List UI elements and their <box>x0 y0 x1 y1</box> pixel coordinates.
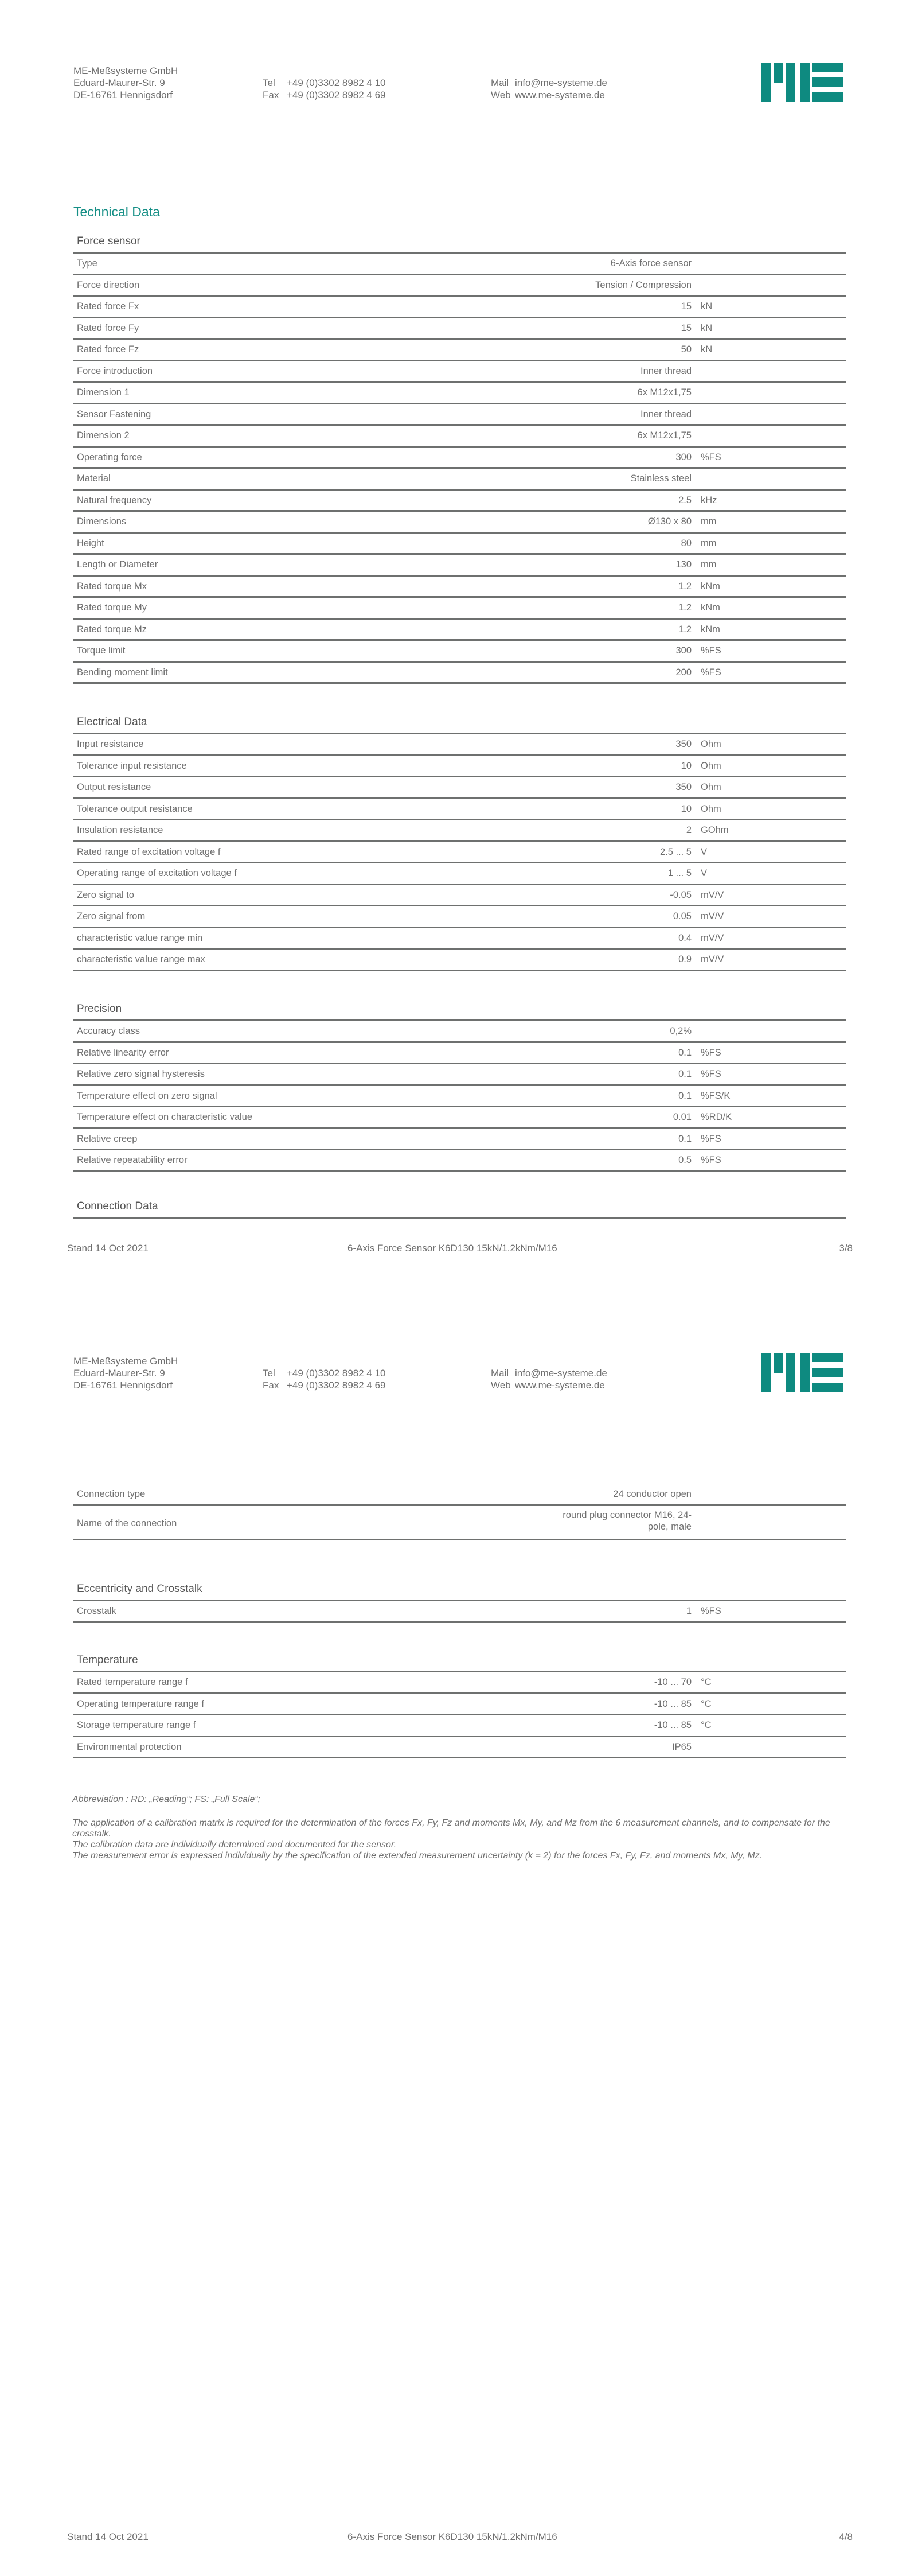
row-unit: %FS <box>701 667 721 678</box>
section-connection-data-heading <box>73 1197 846 1219</box>
row-label: Relative creep <box>77 1133 138 1144</box>
row-value: Stainless steel <box>630 473 692 484</box>
table-row <box>73 598 846 620</box>
footer-date: Stand 14 Oct 2021 <box>67 2531 149 2542</box>
row-unit: mV/V <box>701 954 724 964</box>
table-row <box>73 1086 846 1108</box>
section-title: Eccentricity and Crosstalk <box>73 1580 846 1601</box>
row-label: Relative zero signal hysteresis <box>77 1069 205 1079</box>
row-unit: mV/V <box>701 911 724 921</box>
letterhead <box>73 65 853 105</box>
row-value: 0.9 <box>678 954 692 964</box>
row-value: 80 <box>681 538 692 548</box>
row-label: Type <box>77 258 97 269</box>
row-unit: %RD/K <box>701 1112 732 1122</box>
table-row <box>73 1043 846 1065</box>
row-unit: Ohm <box>701 782 721 792</box>
section-precision <box>73 1000 846 1172</box>
table-row <box>73 340 846 361</box>
mail-web <box>491 1367 607 1391</box>
row-unit: kN <box>701 301 713 312</box>
row-label: Tolerance output resistance <box>77 803 193 814</box>
footer-product: 6-Axis Force Sensor K6D130 15kN/1.2kNm/M16 <box>347 2531 557 2542</box>
calibration-matrix-note: The application of a calibration matrix is required for the determination of the forces Fx, Fy, Fz and moments Mx, My, and Mz from the 6 measurement channels, and to compensate for the crosstalk. <box>72 1818 830 1839</box>
table-row <box>73 641 846 663</box>
row-unit: %FS <box>701 452 721 462</box>
row-value: -10 ... 85 <box>654 1720 692 1730</box>
table-row <box>73 663 846 684</box>
row-value: 1.2 <box>678 602 692 613</box>
mail-web <box>491 77 607 101</box>
section-title: Precision <box>73 1000 846 1021</box>
row-label: Relative repeatability error <box>77 1155 188 1165</box>
table-row <box>73 1064 846 1086</box>
row-unit: Ohm <box>701 760 721 771</box>
table-row <box>73 448 846 469</box>
web-label: Web <box>491 1380 511 1391</box>
row-value: 24 conductor open <box>613 1489 692 1499</box>
row-value: 15 <box>681 322 692 333</box>
table-row <box>73 1484 846 1506</box>
table-row <box>73 842 846 864</box>
row-value: 200 <box>675 667 692 678</box>
section-electrical-data <box>73 713 846 971</box>
row-value: Ø130 x 80 <box>647 516 692 527</box>
row-value: 6x M12x1,75 <box>637 387 692 398</box>
row-value: 1.2 <box>678 581 692 592</box>
row-value: 0.01 <box>673 1112 692 1122</box>
row-unit: mm <box>701 516 717 527</box>
table-row <box>73 1715 846 1737</box>
row-unit: °C <box>701 1698 712 1709</box>
me-logo-icon <box>761 63 845 103</box>
row-value: 130 <box>675 559 692 570</box>
row-label: Dimensions <box>77 516 127 527</box>
row-unit: mm <box>701 538 717 548</box>
row-value: 300 <box>675 452 692 462</box>
row-unit: Ohm <box>701 739 721 749</box>
company-street: Eduard-Maurer-Str. 9 <box>73 77 165 88</box>
row-label: Height <box>77 538 104 548</box>
row-value: 0,2% <box>670 1026 692 1036</box>
table-row <box>73 620 846 641</box>
row-label: Output resistance <box>77 782 151 792</box>
row-unit: kNm <box>701 602 720 613</box>
row-value: 0.1 <box>678 1090 692 1101</box>
row-value: 6-Axis force sensor <box>610 258 692 269</box>
row-value: 15 <box>681 301 692 312</box>
row-label: Relative linearity error <box>77 1047 169 1058</box>
company-address <box>73 1355 178 1391</box>
table-row <box>73 577 846 598</box>
row-label: Operating force <box>77 452 142 462</box>
table-row <box>73 1021 846 1043</box>
row-label: Rated force Fz <box>77 344 139 355</box>
table-row <box>73 469 846 491</box>
row-value: 0.1 <box>678 1133 692 1144</box>
section-title: Connection Data <box>73 1197 846 1219</box>
calibration-data-note: The calibration data are individually determined and documented for the sensor. <box>72 1840 397 1850</box>
row-label: Rated range of excitation voltage f <box>77 846 221 857</box>
row-unit: °C <box>701 1720 712 1730</box>
table-row <box>73 297 846 318</box>
row-label: Name of the connection <box>77 1517 177 1528</box>
page-title: Technical Data <box>73 204 160 219</box>
row-value: 1 ... 5 <box>667 868 692 878</box>
fax-number: +49 (0)3302 8982 4 69 <box>287 1380 386 1391</box>
row-label: characteristic value range min <box>77 932 203 943</box>
table-row <box>73 1737 846 1759</box>
table-row <box>73 275 846 297</box>
footer-page-number: 3/8 <box>839 1243 853 1254</box>
table-row <box>73 799 846 821</box>
row-unit: Ohm <box>701 803 721 814</box>
table-row <box>73 404 846 426</box>
letterhead <box>73 1355 853 1395</box>
row-unit: %FS <box>701 1069 721 1079</box>
footer-page-number: 4/8 <box>839 2531 853 2542</box>
tel-number: +49 (0)3302 8982 4 10 <box>287 1368 386 1379</box>
row-value: IP65 <box>672 1741 692 1752</box>
row-unit: kHz <box>701 495 717 505</box>
row-unit: %FS <box>701 1155 721 1165</box>
row-value: 2 <box>686 825 692 835</box>
row-label: Torque limit <box>77 645 126 656</box>
row-unit: °C <box>701 1677 712 1687</box>
tel-label: Tel <box>263 1368 275 1379</box>
row-unit: mm <box>701 559 717 570</box>
tel-label: Tel <box>263 77 275 88</box>
row-value: 10 <box>681 760 692 771</box>
table-row <box>73 1150 846 1172</box>
row-value: Inner thread <box>640 408 692 419</box>
footnotes <box>72 1794 846 1861</box>
company-address <box>73 65 178 101</box>
row-label: Crosstalk <box>77 1606 116 1616</box>
row-value: 0.4 <box>678 932 692 943</box>
section-connection-data <box>73 1484 846 1540</box>
mail-link[interactable]: info@me-systeme.de <box>515 1368 607 1379</box>
fax-label: Fax <box>263 90 279 100</box>
row-value: 0.05 <box>673 911 692 921</box>
table-row <box>73 1129 846 1151</box>
row-value: 0.5 <box>678 1155 692 1165</box>
row-value: 0.1 <box>678 1069 692 1079</box>
row-label: Zero signal to <box>77 889 134 900</box>
row-value: 2.5 ... 5 <box>659 846 692 857</box>
row-unit: kN <box>701 344 713 355</box>
table-row <box>73 1601 846 1623</box>
row-label: Rated torque Mx <box>77 581 147 592</box>
section-eccentricity-crosstalk <box>73 1580 846 1623</box>
row-value: 1.2 <box>678 624 692 635</box>
web-link[interactable]: www.me-systeme.de <box>515 90 605 100</box>
table-row <box>73 906 846 928</box>
measurement-error-note: The measurement error is expressed individually by the specification of the extended measurement uncertainty (k = 2) for the forces Fx, Fy, Fz, and moments Mx, My, Mz. <box>72 1851 763 1861</box>
web-label: Web <box>491 90 511 100</box>
table-row <box>73 1672 846 1694</box>
row-label: Length or Diameter <box>77 559 158 570</box>
row-label: Input resistance <box>77 739 144 749</box>
table-row <box>73 820 846 842</box>
table-row <box>73 383 846 404</box>
row-label: Temperature effect on characteristic value <box>77 1112 253 1122</box>
mail-label: Mail <box>491 77 509 88</box>
row-unit: V <box>701 868 708 878</box>
table-row <box>73 426 846 448</box>
row-label: Temperature effect on zero signal <box>77 1090 217 1101</box>
table-row <box>73 777 846 799</box>
row-label: Rated force Fy <box>77 322 139 333</box>
row-label: Insulation resistance <box>77 825 163 835</box>
row-label: Rated temperature range f <box>77 1677 188 1687</box>
section-force-sensor <box>73 232 846 684</box>
table-row <box>73 512 846 534</box>
row-label: Natural frequency <box>77 495 152 505</box>
row-label: Environmental protection <box>77 1741 182 1752</box>
row-label: Sensor Fastening <box>77 408 151 419</box>
row-unit: %FS <box>701 1047 721 1058</box>
row-value: 2.5 <box>678 495 692 505</box>
row-value: Inner thread <box>640 365 692 376</box>
row-value: -0.05 <box>670 889 692 900</box>
footer-date: Stand 14 Oct 2021 <box>67 1243 149 1254</box>
row-unit: %FS/K <box>701 1090 731 1101</box>
table-row <box>73 1107 846 1129</box>
row-label: Rated torque Mz <box>77 624 147 635</box>
row-label: Rated torque My <box>77 602 147 613</box>
table-row <box>73 361 846 383</box>
row-unit: %FS <box>701 1133 721 1144</box>
row-label: Operating range of excitation voltage f <box>77 868 237 878</box>
row-value: 350 <box>675 782 692 792</box>
page-4 <box>0 1288 910 2576</box>
row-label: Zero signal from <box>77 911 146 921</box>
row-unit: GOhm <box>701 825 729 835</box>
table-row <box>73 254 846 275</box>
row-label: Dimension 2 <box>77 430 130 441</box>
phone-fax <box>263 77 386 101</box>
row-unit: kN <box>701 322 713 333</box>
row-value: Tension / Compression <box>595 279 692 290</box>
row-label: Connection type <box>77 1489 146 1499</box>
table-row <box>73 1506 846 1540</box>
row-label: Dimension 1 <box>77 387 130 398</box>
tel-number: +49 (0)3302 8982 4 10 <box>287 77 386 88</box>
row-unit: mV/V <box>701 889 724 900</box>
row-label: Storage temperature range f <box>77 1720 196 1730</box>
table-row <box>73 318 846 340</box>
row-unit: kNm <box>701 581 720 592</box>
row-value: 50 <box>681 344 692 355</box>
row-label: characteristic value range max <box>77 954 205 964</box>
table-row <box>73 885 846 907</box>
section-title: Force sensor <box>73 232 846 254</box>
table-row <box>73 950 846 971</box>
section-title: Temperature <box>73 1651 846 1672</box>
phone-fax <box>263 1367 386 1391</box>
company-name: ME-Meßsysteme GmbH <box>73 65 178 76</box>
row-value: round plug connector M16, 24-pole, male <box>563 1509 692 1532</box>
table-row <box>73 555 846 577</box>
footer-product: 6-Axis Force Sensor K6D130 15kN/1.2kNm/M16 <box>347 1243 557 1254</box>
row-value: 0.1 <box>678 1047 692 1058</box>
abbreviation-note: Abbreviation : RD: „Reading“; FS: „Full Scale“; <box>72 1795 261 1804</box>
table-row <box>73 928 846 950</box>
table-row <box>73 1694 846 1716</box>
table-row <box>73 756 846 778</box>
row-value: 10 <box>681 803 692 814</box>
company-city: DE-16761 Hennigsdorf <box>73 1380 173 1391</box>
row-unit: %FS <box>701 1606 721 1616</box>
company-city: DE-16761 Hennigsdorf <box>73 90 173 100</box>
row-label: Operating temperature range f <box>77 1698 204 1709</box>
table-row <box>73 863 846 885</box>
web-link[interactable]: www.me-systeme.de <box>515 1380 605 1391</box>
row-label: Force direction <box>77 279 140 290</box>
section-title: Electrical Data <box>73 713 846 734</box>
row-label: Accuracy class <box>77 1026 140 1036</box>
row-unit: %FS <box>701 645 721 656</box>
row-label: Bending moment limit <box>77 667 168 678</box>
row-label: Rated force Fx <box>77 301 139 312</box>
row-label: Tolerance input resistance <box>77 760 187 771</box>
row-value: 6x M12x1,75 <box>637 430 692 441</box>
row-value: 300 <box>675 645 692 656</box>
fax-number: +49 (0)3302 8982 4 69 <box>287 90 386 100</box>
table-row <box>73 534 846 555</box>
row-label: Material <box>77 473 111 484</box>
row-value: -10 ... 70 <box>654 1677 692 1687</box>
company-name: ME-Meßsysteme GmbH <box>73 1356 178 1367</box>
section-temperature <box>73 1651 846 1758</box>
table-row <box>73 491 846 512</box>
fax-label: Fax <box>263 1380 279 1391</box>
row-label: Force introduction <box>77 365 153 376</box>
mail-link[interactable]: info@me-systeme.de <box>515 77 607 88</box>
company-street: Eduard-Maurer-Str. 9 <box>73 1368 165 1379</box>
mail-label: Mail <box>491 1368 509 1379</box>
row-unit: V <box>701 846 708 857</box>
table-row <box>73 734 846 756</box>
row-value: 350 <box>675 739 692 749</box>
row-unit: mV/V <box>701 932 724 943</box>
row-unit: kNm <box>701 624 720 635</box>
me-logo-icon <box>761 1353 845 1393</box>
row-value: -10 ... 85 <box>654 1698 692 1709</box>
row-value: 1 <box>686 1606 692 1616</box>
